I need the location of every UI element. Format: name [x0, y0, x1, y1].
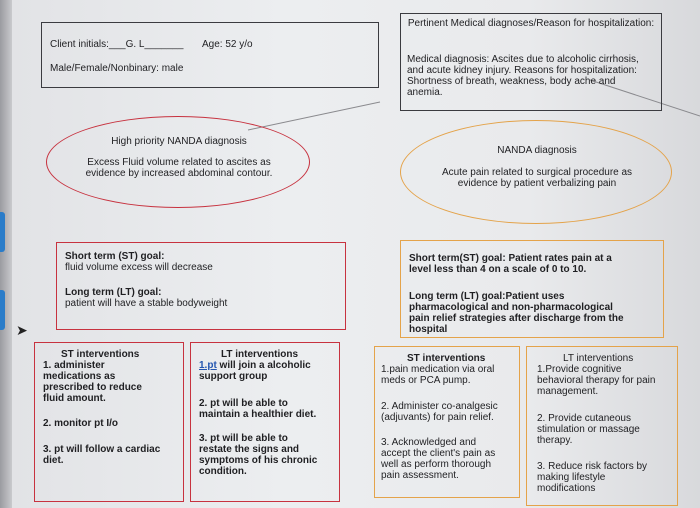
intervention-line: 1.Provide cognitive [537, 364, 622, 375]
intervention-line: making lifestyle [537, 472, 606, 483]
intervention-line: therapy. [537, 435, 573, 446]
intervention-line: accept the client's pain as [381, 448, 496, 459]
st-goal-line: Short term(ST) goal: Patient rates pain at a [409, 253, 612, 264]
intervention-line: 2. pt will be able to [199, 398, 288, 409]
intervention-line: 3. pt will be able to [199, 433, 288, 444]
high-priority-title: High priority NANDA diagnosis [111, 136, 247, 147]
lt-goal-title: Long term (LT) goal: [65, 287, 162, 298]
intervention-line: condition. [199, 466, 247, 477]
intervention-line: 3. Reduce risk factors by [537, 461, 648, 472]
high-priority-diagnosis-ellipse [46, 116, 310, 208]
pt-underlined-word: 1.pt [199, 360, 217, 371]
pertinent-title: Pertinent Medical diagnoses/Reason for hospitalization: [407, 18, 655, 29]
st-goal-line: level less than 4 on a scale of 0 to 10. [409, 264, 587, 275]
intervention-line [199, 360, 311, 371]
intervention-line: behavioral therapy for pain [537, 375, 656, 386]
lt-goal-text: patient will have a stable bodyweight [65, 298, 228, 309]
intervention-line: fluid amount. [43, 393, 106, 404]
nanda-line: evidence by patient verbalizing pain [457, 178, 617, 189]
intervention-line: prescribed to reduce [43, 382, 142, 393]
st-goal-text: fluid volume excess will decrease [65, 262, 213, 273]
lt-interventions-title: LT interventions [563, 353, 634, 364]
intervention-line: maintain a healthier diet. [199, 409, 317, 420]
lt-goal-line: hospital [409, 324, 448, 335]
intervention-line: 2. Provide cutaneous [537, 413, 631, 424]
lt-interventions-left-box [190, 342, 340, 502]
intervention-line: management. [537, 386, 599, 397]
intervention-line: restate the signs and [199, 444, 300, 455]
client-age: Age: 52 y/o [202, 39, 253, 50]
intervention-line: pain assessment. [381, 470, 459, 481]
intervention-line: 3. pt will follow a cardiac [43, 444, 161, 455]
intervention-line: 3. Acknowledged and [381, 437, 477, 448]
intervention-line: diet. [43, 455, 64, 466]
lt-goal-line: pharmacological and non-pharmacological [409, 302, 613, 313]
pertinent-diagnoses-box [400, 13, 662, 111]
pertinent-line: and acute kidney injury. Reasons for hospitalization: [407, 65, 637, 76]
intervention-line: medications as [43, 371, 116, 382]
intervention-line-rest: will join a alcoholic [216, 360, 311, 371]
intervention-line: 1.pain medication via oral [381, 364, 495, 375]
st-interventions-title: ST interventions [407, 353, 486, 364]
intervention-line: symptoms of his chronic [199, 455, 318, 466]
high-priority-line: evidence by increased abdominal contour. [85, 168, 273, 179]
pertinent-line: anemia. [407, 87, 443, 98]
nanda-diagnosis-ellipse [400, 120, 672, 224]
client-initials: Client initials:___G. L_______ [50, 39, 184, 50]
intervention-line: 1. administer [43, 360, 105, 371]
intervention-line: support group [199, 371, 268, 382]
intervention-line: modifications [537, 483, 596, 494]
goals-box-right [400, 240, 664, 338]
st-interventions-right-box [374, 346, 520, 498]
st-interventions-title: ST interventions [61, 349, 140, 360]
goals-box-left [56, 242, 346, 330]
nanda-title: NANDA diagnosis [497, 145, 577, 156]
st-goal-title: Short term (ST) goal: [65, 251, 165, 262]
intervention-line: 2. monitor pt I/o [43, 418, 118, 429]
intervention-line: well as perform thorough [381, 459, 492, 470]
pertinent-line: Shortness of breath, weakness, body ache and [407, 76, 616, 87]
st-interventions-left-box [34, 342, 184, 502]
lt-interventions-title: LT interventions [221, 349, 299, 360]
client-gender: Male/Female/Nonbinary: male [50, 63, 184, 74]
intervention-line: meds or PCA pump. [381, 375, 471, 386]
nanda-line: Acute pain related to surgical procedure as [441, 167, 633, 178]
intervention-line: 2. Administer co-analgesic [381, 401, 498, 412]
high-priority-line: Excess Fluid volume related to ascites as [87, 157, 271, 168]
lt-goal-line: pain relief strategies after discharge from the [409, 313, 624, 324]
cursor-arrow-icon: ➤ [16, 322, 28, 338]
lt-goal-line: Long term (LT) goal:Patient uses [409, 291, 565, 302]
intervention-line: (adjuvants) for pain relief. [381, 412, 494, 423]
pertinent-line: Medical diagnosis: Ascites due to alcoholic cirrhosis, [407, 54, 639, 65]
intervention-line: stimulation or massage [537, 424, 640, 435]
client-info-box [41, 22, 379, 88]
lt-interventions-right-box [526, 346, 678, 506]
